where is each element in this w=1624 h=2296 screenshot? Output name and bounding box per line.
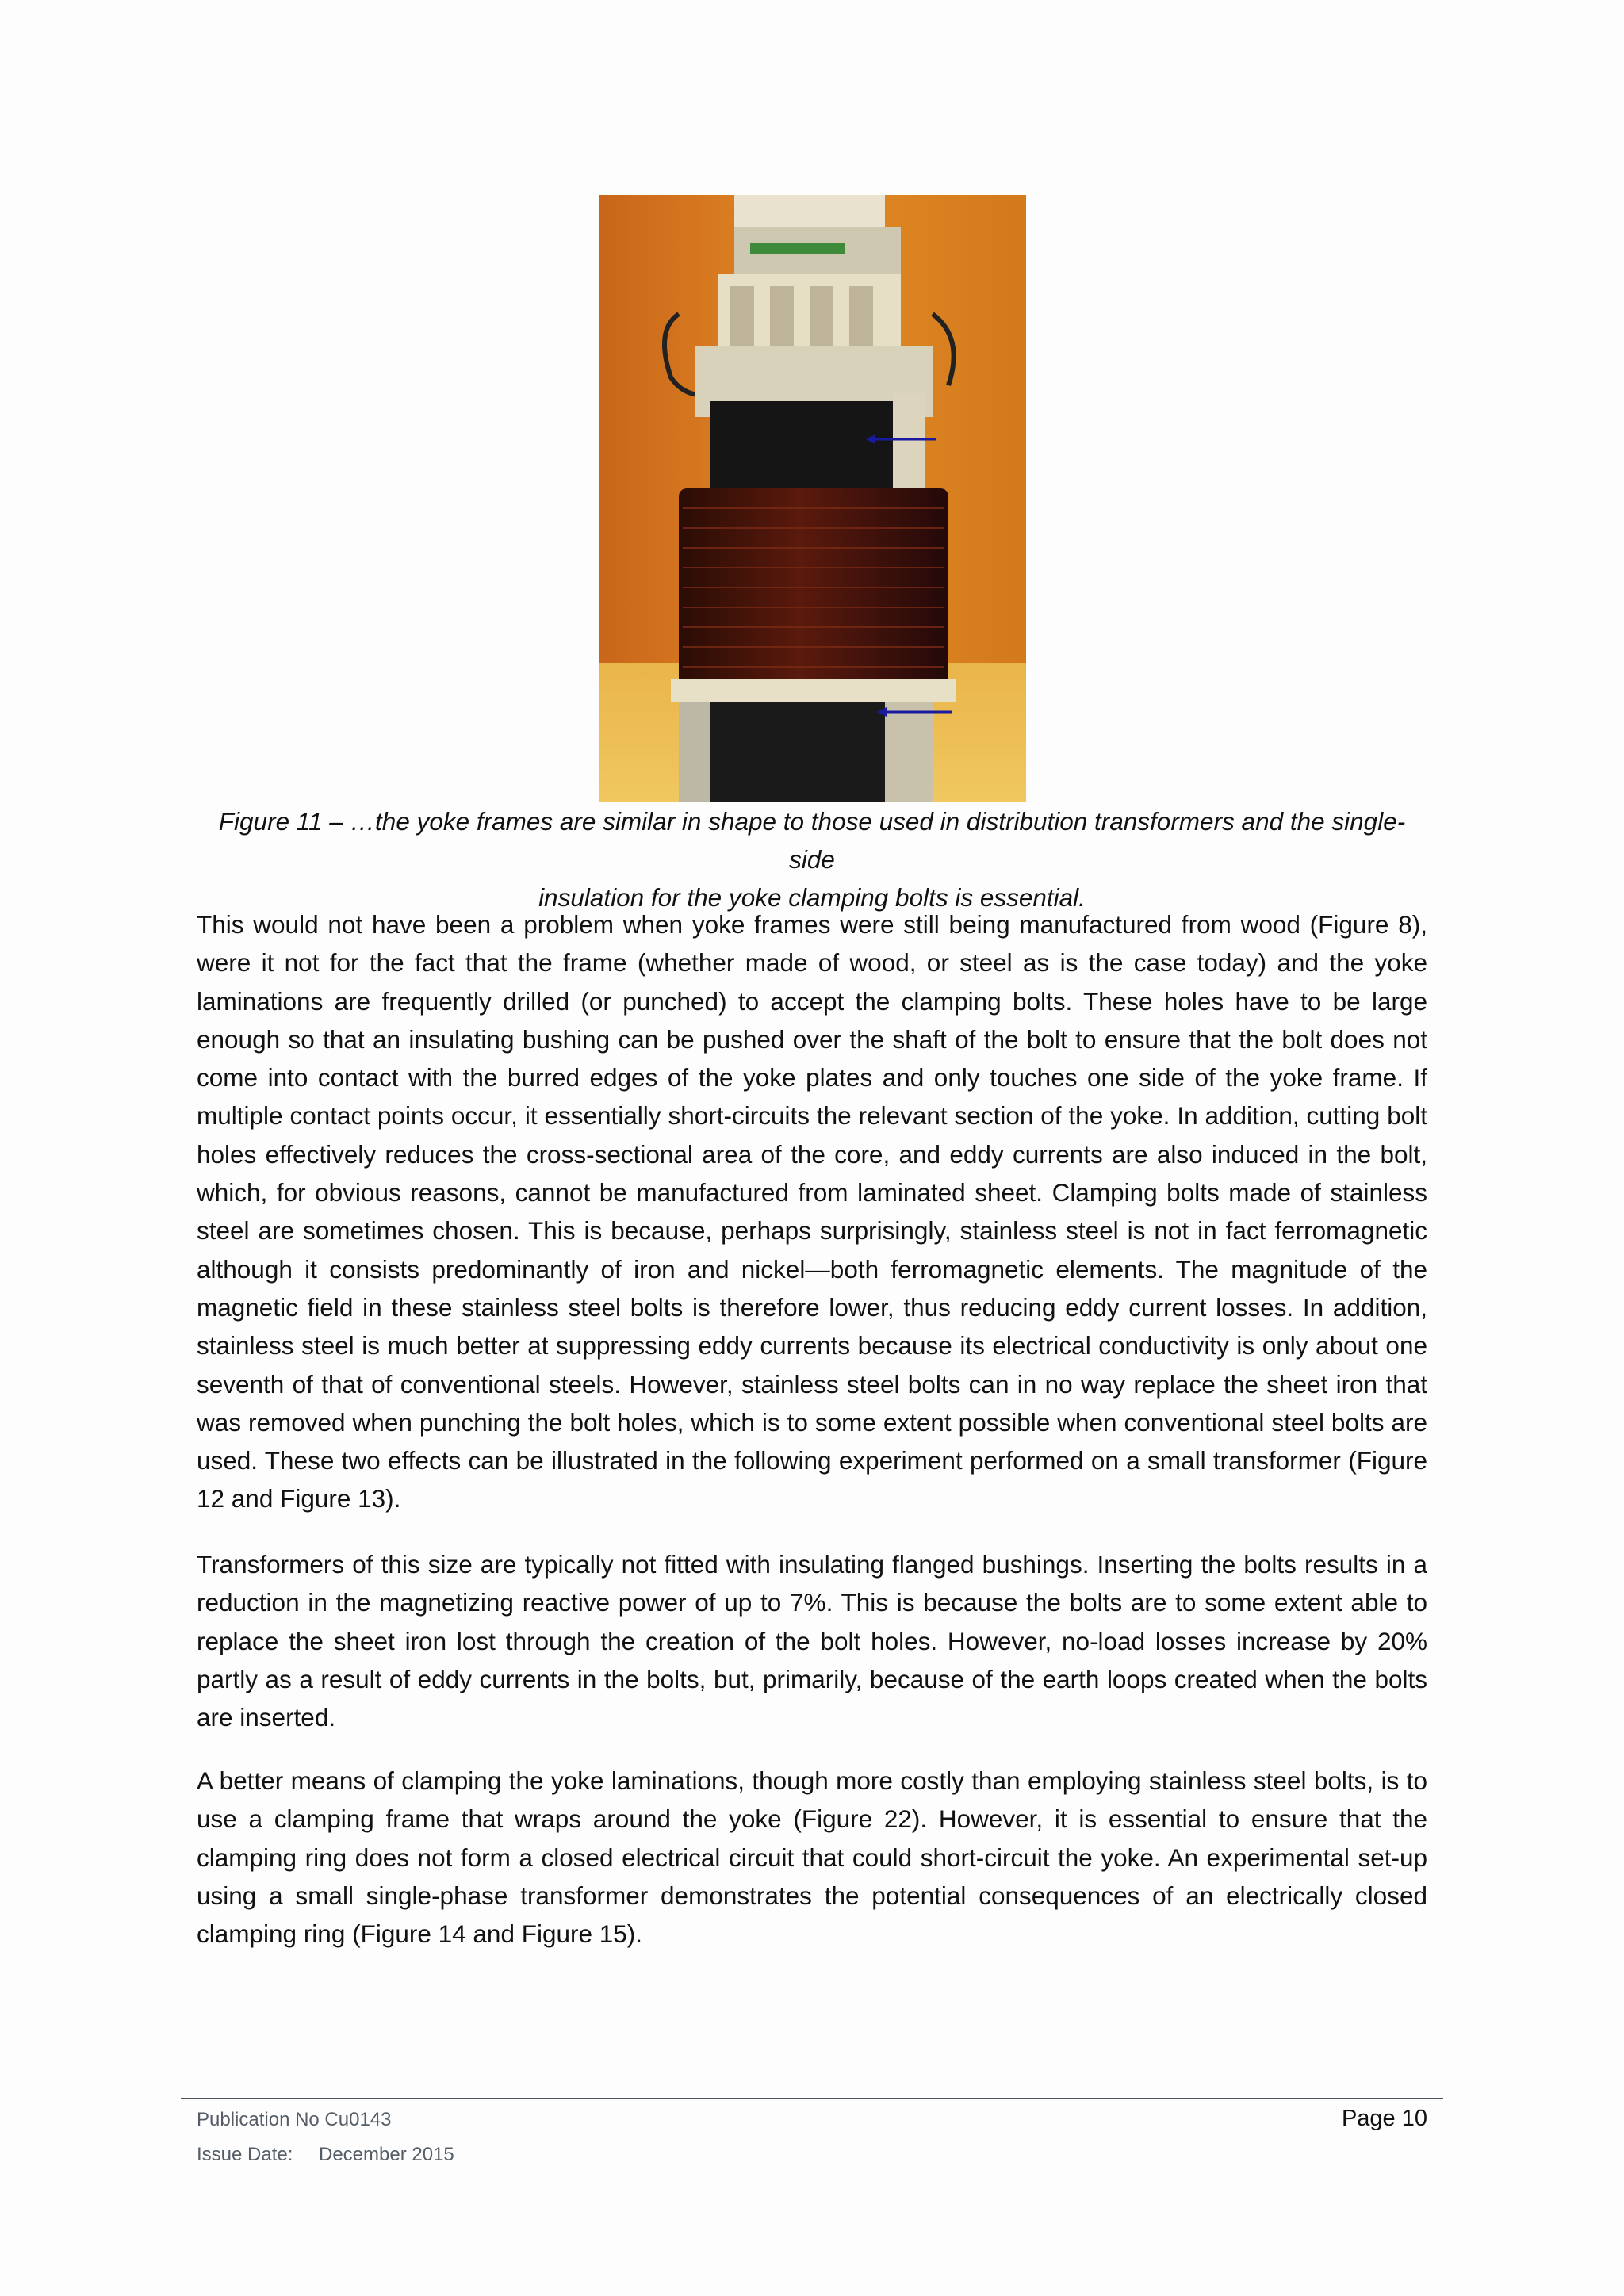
- body-paragraph: A better means of clamping the yoke laminations, though more costly than employing stainless steel bolts, is to use a clamping frame that wraps around the yoke (Figure 22). However, it is essential to ensure that the clamping ring does not form a closed electrical circuit that could short-circuit the yoke. An experimental set-up using a small single-phase transformer demonstrates the potential consequences of an electrically closed clamping ring (Figure 14 and Figure 15).: [197, 1766, 1427, 1949]
- page-number: Page 10: [1341, 2106, 1427, 2131]
- issue-date-label: Issue Date:: [197, 2144, 293, 2165]
- footer-divider: [181, 2098, 1443, 2099]
- footer-issue-date: [197, 2144, 454, 2166]
- transformer-photo: [599, 195, 1026, 802]
- figure-caption-line-2: insulation for the yoke clamping bolts is essential.: [538, 883, 1086, 912]
- figure-caption-line-1: Figure 11 – …the yoke frames are similar in shape to those used in distribution transformers and the single-side: [218, 807, 1406, 874]
- body-paragraph: Transformers of this size are typically not fitted with insulating flanged bushings. Inserting the bolts results in a reduction in the magnetizing reactive power of up to 7%. This is because the bolts are to some extent able to replace the sheet iron lost through the creation of the bolt holes. However, no-load losses increase by 20% partly as a result of eddy currents in the bolts, but, primarily, because of the earth loops created when the bolts are inserted.: [197, 1550, 1427, 1732]
- issue-date-value: December 2015: [319, 2144, 454, 2165]
- figure-caption: [197, 802, 1427, 916]
- body-paragraph: This would not have been a problem when yoke frames were still being manufactured from wood (Figure 8), were it not for the fact that the frame (whether made of wood, or steel as is the case today) and the yoke laminations are frequently drilled (or punched) to accept the clamping bolts. These holes have to be large enough so that an insulating bushing can be pushed over the shaft of the bolt to ensure that the bolt does not come into contact with the burred edges of the yoke plates and only touches one side of the yoke frame. If multiple contact points occur, it essentially short-circuits the relevant section of the yoke. In addition, cutting bolt holes effectively reduces the cross-sectional area of the core, and eddy currents are also induced in the bolt, which, for obvious reasons, cannot be manufactured from laminated sheet. Clamping bolts made of stainless steel are sometimes chosen. This is because, perhaps surprisingly, stainless steel is not in fact ferromagnetic although it consists predominantly of iron and nickel—both ferromagnetic elements. The magnitude of the magnetic field in these stainless steel bolts is therefore lower, thus reducing eddy current losses. In addition, stainless steel is much better at suppressing eddy currents because its electrical conductivity is only about one seventh of that of conventional steels. However, stainless steel bolts can in no way replace the sheet iron that was removed when punching the bolt holes, which is to some extent possible when conventional steel bolts are used. These two effects can be illustrated in the following experiment performed on a small transformer (Figure 12 and Figure 13).: [197, 910, 1427, 1513]
- footer-publication: Publication No Cu0143: [197, 2109, 392, 2130]
